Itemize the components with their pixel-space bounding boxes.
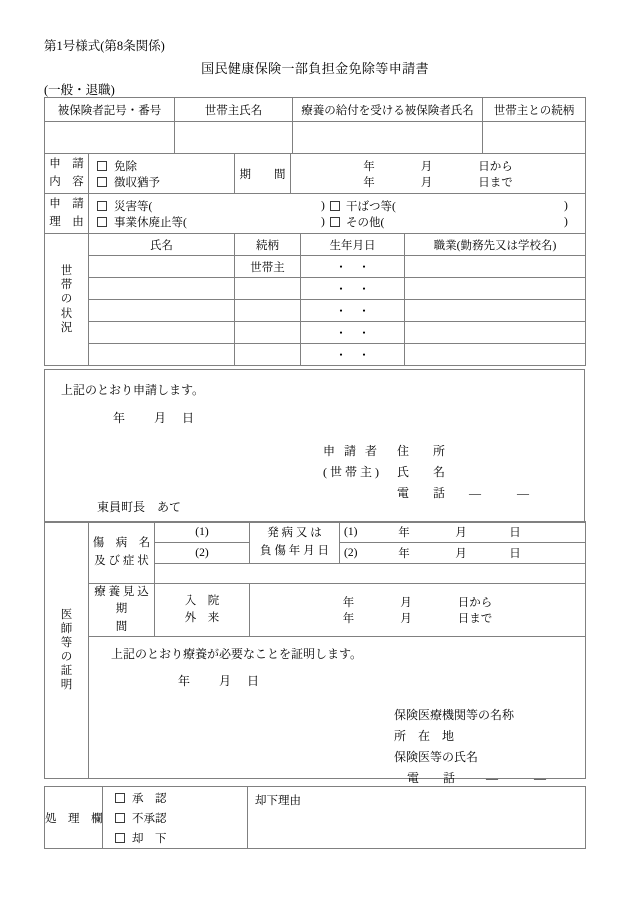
reason-business-closure-close: ) — [321, 215, 325, 228]
certification-statement: 上記のとおり療養が必要なことを証明します。 — [111, 646, 363, 661]
period-from-month: 月 — [420, 160, 433, 173]
onset-day-1: 日 — [509, 527, 521, 539]
col-header-recipient-name: 療養の給付を受ける被保険者氏名 — [293, 98, 483, 122]
household-label-char-3: 状 — [60, 307, 73, 320]
reason-disaster-close: ) — [321, 199, 325, 212]
cell-birthdate[interactable] — [301, 344, 405, 366]
birthdate-dots: ・ ・ — [335, 283, 370, 296]
household-label-char-2: の — [60, 293, 73, 306]
treatment-from-row[interactable] — [250, 594, 585, 610]
col-header-insured-symbol: 被保険者記号・番号 — [45, 98, 175, 122]
treatment-to-row[interactable] — [250, 610, 585, 626]
medical-label-char-3: の — [60, 650, 73, 663]
table-row — [45, 256, 586, 278]
institution-address-label: 所 在 地 — [394, 728, 455, 743]
disease-name-label-line1: 傷 病 名 — [92, 537, 151, 550]
application-content-row — [45, 154, 586, 194]
care-type-cell[interactable] — [155, 584, 250, 637]
checkbox-disapprove[interactable] — [103, 808, 247, 828]
col-header-relation: 続柄 — [235, 234, 301, 256]
medical-section-label — [45, 522, 89, 779]
addressee: 東員町長 あて — [97, 500, 182, 514]
cell-birthdate[interactable] — [301, 300, 405, 322]
checkbox-reject[interactable] — [103, 828, 247, 848]
reason-row-2 — [89, 214, 585, 230]
onset-year-1: 年 — [398, 527, 410, 539]
checkbox-icon[interactable] — [97, 217, 107, 227]
cell-relation[interactable]: 世帯主 — [235, 256, 301, 278]
institution-address-line[interactable] — [394, 726, 564, 747]
period-to-day: 日まで — [478, 176, 513, 189]
checkbox-deferral[interactable] — [89, 174, 234, 190]
application-reason-row — [45, 194, 586, 234]
cell-occupation[interactable] — [405, 278, 586, 300]
checkbox-approve-label: 承 認 — [132, 792, 167, 805]
table-row — [45, 322, 586, 344]
col-header-occupation: 職業(勤務先又は学校名) — [405, 234, 586, 256]
col-header-name: 氏名 — [89, 234, 235, 256]
declaration-cell — [45, 370, 585, 523]
treatment-to-month: 月 — [400, 612, 412, 625]
form-number: 第1号様式(第8条関係) — [44, 39, 165, 53]
treatment-to-year: 年 — [342, 612, 355, 625]
application-reason-label-line2: 理 由 — [49, 215, 84, 228]
processing-row — [45, 787, 586, 849]
onset-month-2: 月 — [455, 548, 467, 560]
table-row — [45, 278, 586, 300]
field-householder-name[interactable] — [175, 122, 293, 154]
reject-reason-cell[interactable] — [248, 787, 586, 849]
table-row — [45, 300, 586, 322]
declaration-date-month: 月 — [153, 411, 166, 425]
application-reason-options — [89, 194, 586, 234]
field-insured-symbol[interactable] — [45, 122, 175, 154]
cell-occupation[interactable] — [405, 300, 586, 322]
period-label — [235, 154, 291, 194]
period-to-row[interactable] — [291, 174, 585, 190]
onset-day-2: 日 — [509, 548, 521, 560]
checkbox-icon[interactable] — [330, 201, 340, 211]
certification-date-day: 日 — [247, 673, 260, 688]
reason-drought-label: 干ばつ等( — [346, 200, 396, 213]
table-row — [45, 344, 586, 366]
onset-no-1: (1) — [344, 526, 358, 538]
form-subtitle: (一般・退職) — [44, 83, 115, 97]
disease-row-1 — [45, 522, 586, 543]
institution-phone-label: 電 話 — [406, 770, 455, 785]
checkbox-approve[interactable] — [103, 788, 247, 808]
application-content-label — [45, 154, 89, 194]
onset-date-label — [250, 522, 340, 564]
onset-date-field-1[interactable] — [340, 522, 586, 543]
period-fields — [291, 154, 586, 194]
checkbox-icon[interactable] — [115, 793, 125, 803]
cell-name[interactable] — [89, 278, 235, 300]
field-relation[interactable] — [483, 122, 586, 154]
medical-label-char-5: 明 — [60, 678, 73, 691]
applicant-name-label: 氏 名 — [397, 465, 452, 479]
medical-label-char-2: 等 — [60, 636, 73, 649]
applicant-address-line — [323, 441, 547, 462]
treatment-period-label-line2: 期 間 — [115, 603, 174, 633]
application-reason-label-line1: 申 請 — [49, 198, 84, 211]
disease-name-label — [89, 522, 155, 584]
onset-label-line2: 負 傷 年 月 日 — [260, 544, 329, 557]
reason-other-label: その他( — [346, 216, 385, 229]
certification-date-month: 月 — [218, 673, 231, 688]
page-title: 国民健康保険一部負担金免除等申請書 — [201, 61, 429, 76]
cell-occupation[interactable] — [405, 322, 586, 344]
period-from-row[interactable] — [291, 158, 585, 174]
cell-name[interactable] — [89, 344, 235, 366]
onset-no-2: (2) — [344, 547, 358, 559]
table-header-row — [45, 98, 586, 122]
cell-relation[interactable] — [235, 322, 301, 344]
certification-date-year: 年 — [177, 673, 190, 688]
birthdate-dots: ・ ・ — [335, 261, 370, 274]
certification-cell — [89, 636, 586, 785]
application-content-options — [89, 154, 235, 194]
birthdate-dots: ・ ・ — [335, 349, 370, 362]
symptom-extra-field[interactable] — [155, 564, 586, 584]
treatment-period-row — [45, 584, 586, 637]
cell-birthdate[interactable] — [301, 322, 405, 344]
birthdate-dots: ・ ・ — [335, 327, 370, 340]
cell-name[interactable] — [89, 256, 235, 278]
checkbox-reject-label: 却 下 — [132, 832, 167, 845]
cell-occupation[interactable] — [405, 344, 586, 366]
institution-name-line[interactable] — [394, 705, 564, 726]
application-content-label-line2: 内 容 — [49, 175, 84, 188]
declaration-date[interactable] — [100, 409, 194, 426]
application-content-label-line1: 申 請 — [49, 158, 84, 171]
household-label-char-1: 帯 — [60, 279, 73, 292]
cell-relation[interactable] — [235, 344, 301, 366]
onset-month-1: 月 — [455, 527, 467, 539]
application-reason-label — [45, 194, 89, 234]
col-header-relation: 世帯主との続柄 — [483, 98, 586, 122]
household-table — [44, 233, 586, 366]
col-header-householder-name: 世帯主氏名 — [175, 98, 293, 122]
checkbox-icon[interactable] — [115, 813, 125, 823]
applicant-name-line — [323, 462, 547, 483]
institution-name-label: 保険医療機関等の名称 — [394, 707, 515, 722]
applicant-phone-label: 電 話 — [397, 486, 452, 500]
period-from-day: 日から — [478, 160, 513, 173]
disease-field-1[interactable]: (1) — [155, 522, 250, 543]
declaration-date-day: 日 — [182, 411, 195, 425]
declaration-date-year: 年 — [112, 411, 125, 425]
household-header-row — [45, 234, 586, 256]
reason-drought-close: ) — [564, 199, 568, 212]
medical-label-char-0: 医 — [60, 608, 73, 621]
disease-name-label-line2: 及 び 症 状 — [94, 554, 149, 567]
certification-row — [45, 636, 586, 778]
period-label-text: 期 間 — [239, 168, 286, 181]
declaration-block — [44, 369, 585, 523]
cell-birthdate[interactable] — [301, 256, 405, 278]
cell-name[interactable] — [89, 300, 235, 322]
medical-label-char-4: 証 — [60, 664, 73, 677]
care-type-inpatient: 入 院 — [184, 594, 220, 607]
cell-relation[interactable] — [235, 300, 301, 322]
onset-label-line1: 発 病 又 は — [267, 527, 322, 540]
medical-label-char-1: 師 — [60, 622, 73, 635]
care-type-outpatient: 外 来 — [184, 611, 220, 624]
applicant-phone-line — [323, 483, 547, 504]
reason-business-closure-label: 事業休廃止等( — [114, 216, 187, 229]
household-section-label — [45, 234, 89, 366]
doctor-name-label: 保険医等の氏名 — [394, 749, 479, 764]
applicant-phone-spacer — [323, 483, 397, 504]
insured-table — [44, 97, 586, 154]
cell-birthdate[interactable] — [301, 278, 405, 300]
treatment-period-fields — [250, 584, 586, 637]
applicant-phone-dash-2: — — [517, 486, 529, 500]
checkbox-icon[interactable] — [115, 833, 125, 843]
col-header-birthdate: 生年月日 — [301, 234, 405, 256]
checkbox-icon[interactable] — [330, 217, 340, 227]
disease-field-2[interactable]: (2) — [155, 543, 250, 564]
checkbox-exemption[interactable] — [89, 158, 234, 174]
processing-table — [44, 786, 586, 849]
cell-occupation[interactable] — [405, 256, 586, 278]
medical-certification-table — [44, 521, 586, 785]
treatment-from-day: 日から — [457, 596, 493, 609]
reason-disaster-label: 災害等( — [114, 200, 153, 213]
treatment-period-label — [89, 584, 174, 637]
period-to-year: 年 — [363, 176, 375, 189]
application-table — [44, 153, 586, 234]
checkbox-icon[interactable] — [97, 201, 107, 211]
household-label-char-4: 況 — [60, 321, 73, 334]
institution-phone-dash-1: — — [486, 770, 498, 785]
applicant-address-label: 住 所 — [397, 444, 452, 458]
period-from-year: 年 — [363, 160, 375, 173]
checkbox-deferral-label: 徴収猶予 — [114, 176, 160, 189]
applicant-phone-dash-1: — — [469, 486, 481, 500]
processing-label-text: 処 理 欄 — [45, 812, 103, 825]
reject-reason-label: 却下理由 — [255, 795, 301, 807]
cell-relation[interactable] — [235, 278, 301, 300]
applicant-label: 申 請 者 — [323, 444, 381, 458]
applicant-sub-label: (世帯主) — [323, 465, 382, 479]
checkbox-disapprove-label: 不承認 — [132, 812, 167, 825]
reason-other-close: ) — [564, 215, 568, 228]
processing-label — [45, 787, 103, 849]
treatment-to-day: 日まで — [457, 612, 493, 625]
onset-date-field-2[interactable] — [340, 543, 586, 564]
declaration-statement: 上記のとおり申請します。 — [61, 383, 205, 397]
treatment-from-month: 月 — [400, 596, 412, 609]
field-recipient-name[interactable] — [293, 122, 483, 154]
checkbox-icon[interactable] — [97, 161, 107, 171]
household-label-char-0: 世 — [60, 265, 73, 278]
checkbox-exemption-label: 免除 — [114, 160, 137, 173]
processing-options — [103, 787, 248, 849]
treatment-period-label-line1: 療 養 見 込 — [94, 586, 149, 598]
onset-year-2: 年 — [398, 548, 410, 560]
period-to-month: 月 — [420, 176, 433, 189]
institution-signature-block — [394, 705, 564, 789]
institution-phone-dash-2: — — [534, 770, 546, 785]
treatment-from-year: 年 — [342, 596, 355, 609]
table-row — [45, 122, 586, 154]
applicant-signature-block — [323, 441, 547, 504]
cell-name[interactable] — [89, 322, 235, 344]
certification-date[interactable] — [165, 672, 259, 689]
birthdate-dots: ・ ・ — [335, 305, 370, 318]
reason-row-1 — [89, 198, 585, 214]
checkbox-icon[interactable] — [97, 177, 107, 187]
doctor-name-line[interactable] — [394, 747, 564, 768]
